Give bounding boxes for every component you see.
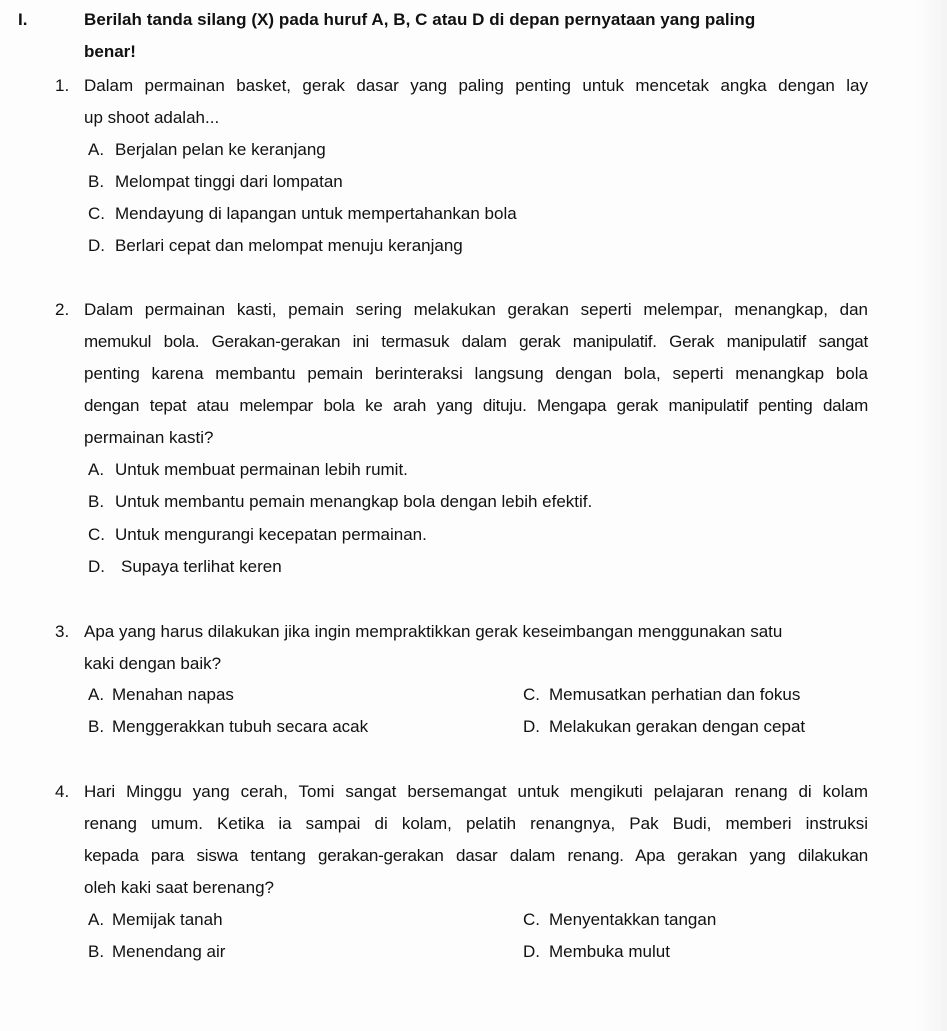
- question-text-line: up shoot adalah...: [84, 108, 220, 127]
- option-text: Menggerakkan tubuh secara acak: [112, 717, 369, 736]
- question-text-line: kaki dengan baik?: [84, 654, 222, 673]
- option-letter[interactable]: A.: [88, 910, 105, 929]
- option-text: Melompat tinggi dari lompatan: [115, 172, 343, 191]
- question-text-line: permainan kasti?: [84, 428, 214, 447]
- option-text: Untuk mengurangi kecepatan permainan.: [115, 525, 427, 544]
- option-text: Berjalan pelan ke keranjang: [115, 140, 326, 159]
- option-text: Supaya terlihat keren: [121, 557, 282, 576]
- option-text: Untuk membuat permainan lebih rumit.: [115, 460, 408, 479]
- section-number: I.: [18, 10, 28, 29]
- question-text-line: penting karena membantu pemain berinteraksi langsung dengan bola, seperti menangkap bola: [84, 364, 868, 383]
- option-letter[interactable]: C.: [523, 910, 540, 929]
- question-text-line: renang umum. Ketika ia sampai di kolam, pelatih renangnya, Pak Budi, memberi instruksi: [84, 814, 868, 833]
- option-letter[interactable]: D.: [88, 236, 105, 255]
- option-text: Menendang air: [112, 942, 226, 961]
- option-text: Mendayung di lapangan untuk mempertahankan bola: [115, 204, 517, 223]
- option-text: Memijak tanah: [112, 910, 223, 929]
- option-letter[interactable]: C.: [88, 525, 105, 544]
- question-text-line: kepada para siswa tentang gerakan-gerakan dasar dalam renang. Apa gerakan yang dilakukan: [84, 846, 868, 865]
- option-letter[interactable]: A.: [88, 685, 105, 704]
- option-letter[interactable]: C.: [523, 685, 540, 704]
- option-letter[interactable]: B.: [88, 942, 105, 961]
- question-number: 3.: [55, 622, 70, 641]
- option-letter[interactable]: B.: [88, 717, 105, 736]
- option-letter[interactable]: A.: [88, 460, 105, 479]
- option-letter[interactable]: D.: [523, 942, 540, 961]
- section-instruction-line-1: Berilah tanda silang (X) pada huruf A, B, C atau D di depan pernyataan yang paling: [84, 10, 756, 29]
- option-text: Untuk membantu pemain menangkap bola dengan lebih efektif.: [115, 492, 593, 511]
- option-text: Memusatkan perhatian dan fokus: [549, 685, 801, 704]
- option-letter[interactable]: B.: [88, 172, 105, 191]
- option-letter[interactable]: D.: [88, 557, 105, 576]
- option-letter[interactable]: C.: [88, 204, 105, 223]
- option-letter[interactable]: B.: [88, 492, 105, 511]
- question-text-line: Hari Minggu yang cerah, Tomi sangat bersemangat untuk mengikuti pelajaran renang di kolam: [84, 782, 868, 801]
- question-number: 4.: [55, 782, 70, 801]
- page-edge-shadow: [917, 0, 947, 1031]
- question-number: 2.: [55, 300, 70, 319]
- question-text-line: memukul bola. Gerakan-gerakan ini termasuk dalam gerak manipulatif. Gerak manipulatif sangat: [84, 332, 868, 351]
- question-text-line: dengan tepat atau melempar bola ke arah yang dituju. Mengapa gerak manipulatif penting dalam: [84, 396, 868, 415]
- option-text: Berlari cepat dan melompat menuju keranjang: [115, 236, 463, 255]
- question-text-line: Dalam permainan basket, gerak dasar yang paling penting untuk mencetak angka dengan lay: [84, 76, 868, 95]
- option-letter[interactable]: A.: [88, 140, 105, 159]
- option-text: Menyentakkan tangan: [549, 910, 717, 929]
- question-text-line: oleh kaki saat berenang?: [84, 878, 274, 897]
- question-text-line: Dalam permainan kasti, pemain sering melakukan gerakan seperti melempar, menangkap, dan: [84, 300, 868, 319]
- option-text: Menahan napas: [112, 685, 234, 704]
- question-text-line: Apa yang harus dilakukan jika ingin mempraktikkan gerak keseimbangan menggunakan satu: [84, 622, 783, 641]
- option-text: Membuka mulut: [549, 942, 670, 961]
- option-letter[interactable]: D.: [523, 717, 540, 736]
- section-instruction-line-2: benar!: [84, 42, 136, 61]
- option-text: Melakukan gerakan dengan cepat: [549, 717, 806, 736]
- question-number: 1.: [55, 76, 70, 95]
